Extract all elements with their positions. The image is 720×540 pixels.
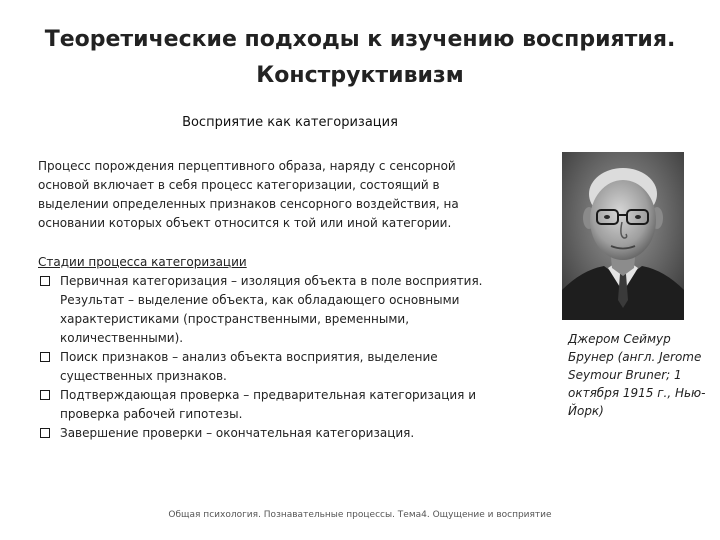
- stage-list: [38, 272, 518, 443]
- checkbox-bullet-icon: [40, 428, 50, 438]
- stage-text: Подтверждающая проверка – предварительная категоризация и проверка рабочей гипотезы.: [60, 388, 476, 421]
- stage-text: Первичная категоризация – изоляция объекта в поле восприятия. Результат – выделение объекта, как обладающего основными характеристиками (пространственными, временными, количественными).: [60, 274, 483, 345]
- stage-text: Поиск признаков – анализ объекта восприятия, выделение существенных признаков.: [60, 350, 438, 383]
- stage-item-4: [38, 424, 518, 443]
- stage-text: Завершение проверки – окончательная категоризация.: [60, 426, 415, 440]
- stages-heading: Стадии процесса категоризации: [38, 255, 247, 269]
- checkbox-bullet-icon: [40, 276, 50, 286]
- portrait-caption: Джером Сеймур Брунер (англ. Jerome Seymour Bruner; 1 октября 1915 г., Нью-Йорк): [568, 332, 706, 418]
- stages-section: [38, 253, 518, 443]
- stage-item-2: [38, 348, 518, 386]
- footer-text: Общая психология. Познавательные процессы. Тема4. Ощущение и восприятие: [168, 510, 552, 520]
- stage-item-1: [38, 272, 518, 348]
- stage-item-3: [38, 386, 518, 424]
- slide-title: Теоретические подходы к изучению восприятия. Конструктивизм: [44, 27, 676, 88]
- checkbox-bullet-icon: [40, 352, 50, 362]
- checkbox-bullet-icon: [40, 390, 50, 400]
- section-subtitle: Восприятие как категоризация: [182, 115, 398, 130]
- portrait-photo: [562, 152, 684, 320]
- intro-paragraph: Процесс порождения перцептивного образа, наряду с сенсорной основой включает в себя процесс категоризации, состоящий в выделении определенных признаков сенсорного воздействия, на основании которых объект относится к той или иной категории.: [38, 159, 459, 230]
